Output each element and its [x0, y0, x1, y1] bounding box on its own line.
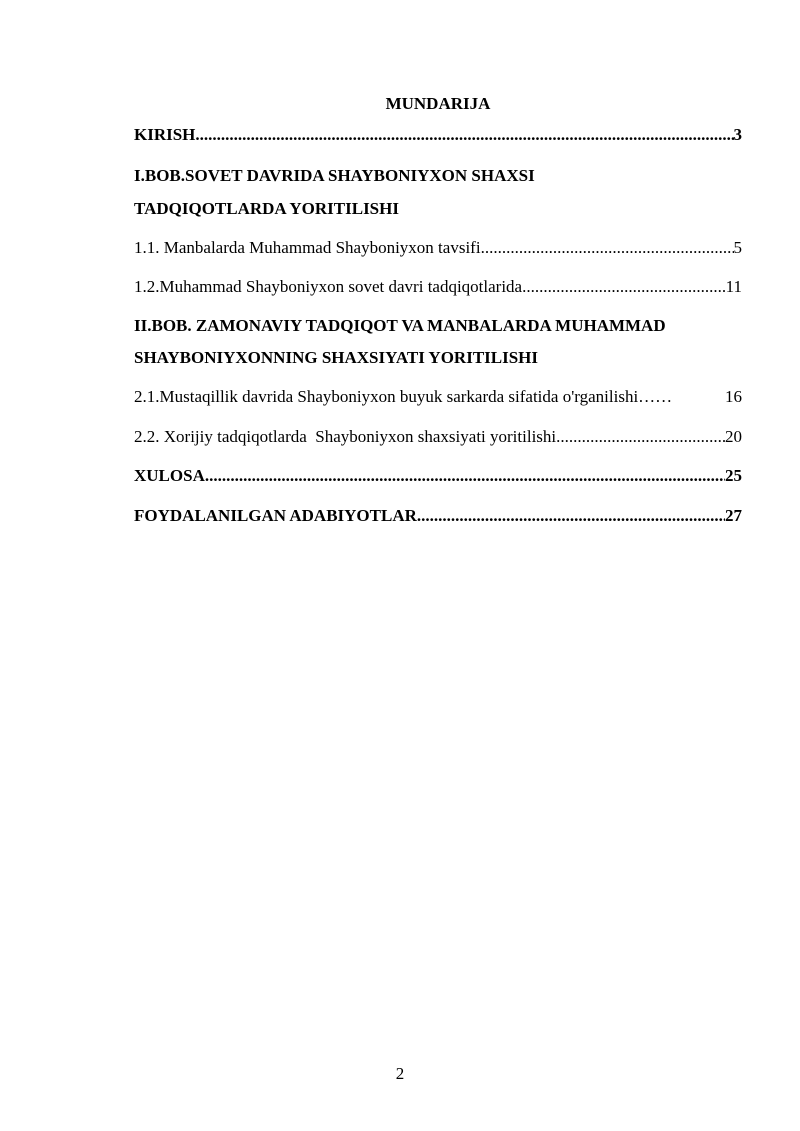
toc-entry-page: 16 [725, 387, 742, 406]
toc-leader-dots [481, 237, 734, 259]
toc-entry-page: 3 [733, 125, 742, 144]
toc-chapter-2-line-2[interactable]: SHAYBONIYXONNING SHAXSIYATI YORITILISHI [134, 348, 539, 367]
toc-entry-label: KIRISH [134, 125, 196, 144]
page-number: 2 [395, 1064, 405, 1083]
toc-chapter-1-line-2[interactable]: TADQIQOTLARDA YORITILISHI [134, 199, 399, 218]
toc-entry-page: 5 [733, 238, 742, 257]
toc-entry-2-2[interactable] [134, 426, 742, 448]
toc-entry-label: XULOSA [134, 466, 205, 485]
toc-entry-xulosa[interactable] [134, 465, 742, 487]
toc-entry-2-1[interactable] [134, 386, 742, 408]
toc-entry-page: 20 [725, 427, 742, 446]
toc-leader-dots [195, 124, 733, 146]
toc-chapter-2-line-1[interactable]: II.BOB. ZAMONAVIY TADQIQOT VA MANBALARDA MUHAMMAD [134, 316, 666, 335]
toc-chapter-1-line-1[interactable]: I.BOB.SOVET DAVRIDA SHAYBONIYXON SHAXSI [134, 166, 535, 185]
toc-leader-dots [522, 276, 726, 298]
toc-entry-label: 2.1.Mustaqillik davrida Shayboniyxon buyuk sarkarda sifatida o'rganilishi…… [134, 387, 673, 406]
toc-entry-label: 1.1. Manbalarda Muhammad Shayboniyxon tavsifi [134, 238, 481, 257]
toc-leader-dots [417, 505, 725, 527]
toc-entry-1-2[interactable] [134, 276, 742, 298]
toc-leader-dots [205, 465, 725, 487]
toc-entry-page: 25 [725, 466, 742, 485]
toc-entry-page: 27 [725, 506, 742, 525]
toc-entry-1-1[interactable] [134, 237, 742, 259]
toc-entry-label: 2.2. Xorijiy tadqiqotlarda Shayboniyxon shaxsiyati yoritilishi [134, 427, 557, 446]
toc-entry-label: 1.2.Muhammad Shayboniyxon sovet davri tadqiqotlarida [134, 277, 523, 296]
toc-entry-kirish[interactable] [134, 124, 742, 146]
toc-title: MUNDARIJA [385, 94, 491, 113]
toc-entry-adabiyotlar[interactable] [134, 505, 742, 527]
toc-entry-label: FOYDALANILGAN ADABIYOTLAR [134, 506, 417, 525]
toc-entry-page: 11 [725, 277, 742, 296]
toc-leader-dots [556, 426, 725, 448]
